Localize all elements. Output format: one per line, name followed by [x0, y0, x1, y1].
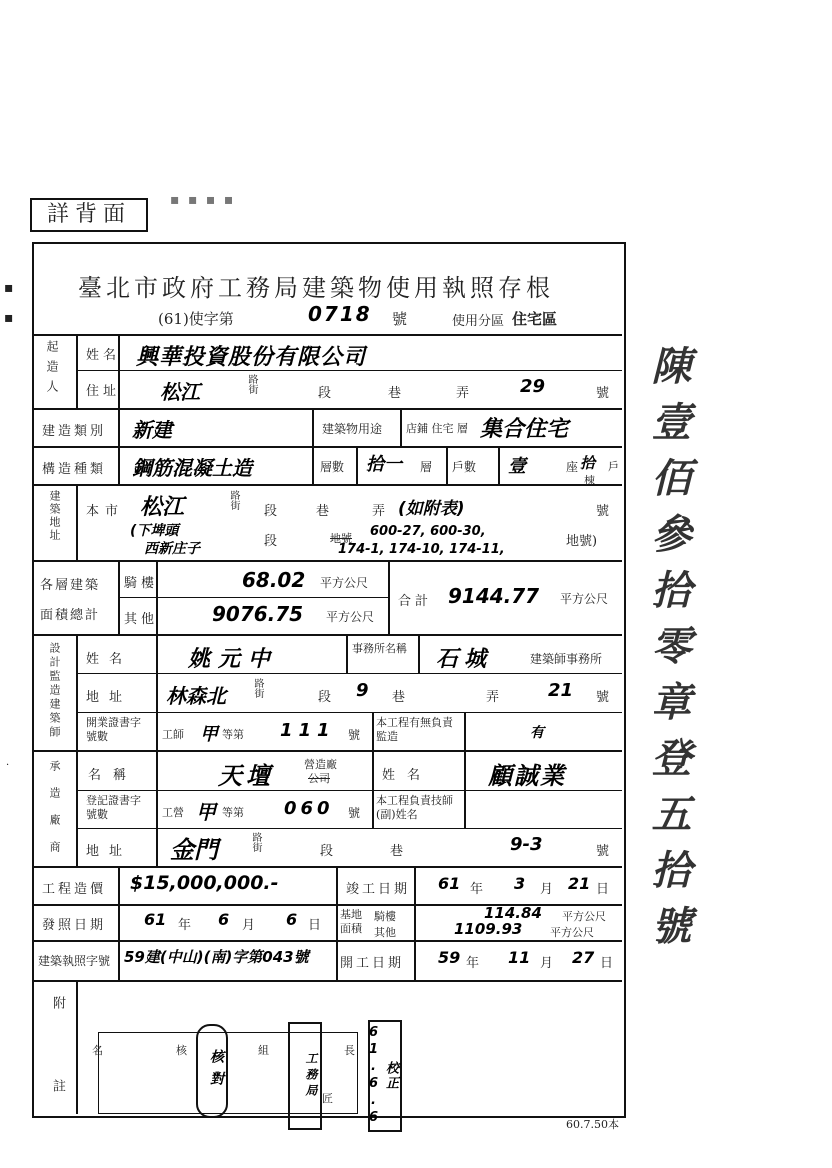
households-unit2: 戶 — [608, 460, 619, 473]
site-section2: 段 — [264, 534, 278, 549]
vrule-left-arch — [76, 634, 78, 866]
arcade-value: 68.02 — [242, 568, 306, 592]
households-unit1: 座 — [566, 460, 579, 474]
stamp-corrected: 校正 61.6.6 — [368, 1020, 402, 1132]
site-lots-line1: 600-27, 600-30, — [370, 524, 486, 539]
applicant-road: 松江 — [160, 380, 200, 404]
architect-name: 姚元中 — [188, 647, 279, 672]
vrule-hh2 — [498, 446, 500, 484]
site-city: 本市 — [86, 504, 125, 519]
base-arcade-label: 騎樓 — [374, 910, 396, 923]
rule-8 — [34, 866, 622, 868]
vrule-office — [346, 634, 348, 673]
contractor-rep-label: 姓名 — [382, 768, 433, 783]
sig-col5: 匠 — [322, 1092, 333, 1105]
contractor-reg-label: 登記證書字號數 — [86, 794, 141, 821]
vrule-hh — [446, 446, 448, 484]
contractor-tech-label: 本工程負責技師(副)姓名 — [376, 794, 453, 821]
architect-section: 段 — [318, 690, 332, 705]
architect-address-label: 地址 — [86, 690, 133, 705]
vrule-use — [312, 408, 314, 484]
architect-license-grade: 甲 — [200, 724, 218, 745]
applicant-alley: 弄 — [456, 386, 470, 401]
sig-col3: 組 — [258, 1044, 269, 1057]
contractor-road: 金門 — [170, 836, 218, 864]
contractor-section: 段 — [320, 844, 334, 859]
completion-year: 61 — [438, 874, 461, 893]
base-other-value: 1109.93 — [454, 920, 523, 938]
contractor-reg-prefix: 工營 — [162, 806, 184, 819]
applicant-address-label: 住址 — [86, 384, 121, 399]
rule-4 — [34, 484, 622, 486]
site-lots-struck: 地號 — [330, 532, 352, 545]
area-section-label1: 各層建築 — [40, 578, 101, 593]
arcade-label: 騎樓 — [124, 576, 159, 591]
architect-road: 林森北 — [166, 684, 226, 708]
scan-mark-3: · — [6, 760, 10, 771]
bleed-through-text: 陳壹佰參拾零章登五拾號 — [645, 345, 691, 961]
issue-label: 發照日期 — [42, 918, 107, 933]
sig-col1: 名 — [92, 1044, 103, 1057]
issue-day: 6 — [286, 910, 298, 929]
rule-1 — [34, 334, 622, 336]
start-day-unit: 日 — [600, 956, 614, 971]
applicant-section: 段 — [318, 386, 332, 401]
contractor-name-suffix2: 公司 — [308, 772, 330, 785]
architect-office-label: 事務所名稱 — [352, 642, 407, 655]
site-note: (如附表) — [398, 499, 465, 519]
structure-value: 鋼筋混凝土造 — [132, 456, 252, 480]
contractor-name-label: 名稱 — [88, 768, 139, 783]
issue-year: 61 — [144, 910, 167, 929]
architect-road-suffix: 路街 — [252, 678, 263, 698]
site-section: 段 — [264, 504, 278, 519]
form-title: 臺北市政府工務局建築物使用執照存根 — [78, 274, 554, 302]
contractor-no-value: 9-3 — [510, 834, 543, 855]
site-road-suffix: 路街 — [228, 490, 239, 510]
cost-label: 工程造價 — [42, 882, 107, 897]
applicant-name: 興華投資股份有限公司 — [136, 345, 367, 370]
site-section-label: 建築地址 — [48, 490, 61, 542]
cost-value: $15,000,000.- — [130, 872, 279, 894]
contractor-name: 天壇 — [218, 762, 274, 790]
rule-11 — [34, 980, 622, 982]
rule-10 — [34, 940, 622, 942]
stamp-works-bureau: 工務局 — [288, 1022, 322, 1130]
structure-label: 構造種類 — [42, 462, 107, 477]
total-value: 9144.77 — [448, 584, 540, 608]
vrule-use2 — [400, 408, 402, 446]
vrule-date — [336, 866, 338, 980]
start-year: 59 — [438, 948, 461, 967]
architect-license-suffix: 號 — [348, 728, 361, 742]
contractor-road-suffix: 路街 — [250, 832, 261, 852]
completion-month-unit: 月 — [540, 882, 554, 897]
architect-license-no: 111 — [280, 720, 336, 741]
type-value: 新建 — [132, 418, 172, 442]
site-alley: 弄 — [372, 504, 386, 519]
zone-value: 住宅區 — [512, 310, 558, 328]
permit-no: 0718 — [308, 302, 372, 326]
applicant-no: 號 — [596, 386, 610, 401]
other-value: 9076.75 — [212, 602, 304, 626]
start-month-unit: 月 — [540, 956, 554, 971]
site-lane: 巷 — [316, 504, 330, 519]
site-no: 號 — [596, 504, 610, 519]
start-month: 11 — [508, 948, 531, 967]
print-code: 60.7.50本 — [566, 1118, 619, 1131]
sig-col2: 核 — [176, 1044, 187, 1057]
type-label: 建造類別 — [42, 424, 107, 439]
site-road: 松江 — [140, 495, 185, 520]
scan-mark-2: ▪ — [4, 310, 14, 326]
rule-area-mid — [118, 597, 388, 598]
base-arcade-unit: 平方公尺 — [562, 910, 606, 923]
households-label: 戶數 — [452, 460, 477, 474]
use-label: 建築物用途 — [322, 422, 383, 436]
architect-lane: 巷 — [392, 690, 406, 705]
permit-no-prefix: (61)使字第 — [158, 310, 234, 328]
rule-7 — [34, 750, 622, 752]
notes-label: 附註 — [50, 996, 65, 1162]
vrule-cost — [118, 866, 120, 980]
contractor-section-label: 承造廠商 — [48, 760, 61, 868]
architect-license-mid: 等第 — [222, 728, 244, 741]
use-value: 集合住宅 — [480, 417, 569, 442]
site-lots-suffix: 地號) — [566, 534, 598, 549]
permit-label: 建築執照字號 — [38, 954, 111, 968]
completion-label: 竣工日期 — [346, 882, 411, 897]
architect-lane-value: 9 — [356, 680, 369, 701]
architect-no: 號 — [596, 690, 610, 705]
architect-office: 石城 — [436, 647, 493, 672]
scan-mark-1: ▪ — [4, 280, 14, 296]
start-label: 開工日期 — [340, 956, 405, 971]
site-area2: 西新庄子 — [144, 541, 200, 557]
stamp-check: 核對 — [196, 1024, 228, 1118]
rule-3 — [34, 446, 622, 448]
contractor-no: 號 — [596, 844, 610, 859]
rule-2 — [34, 408, 622, 410]
arcade-unit: 平方公尺 — [320, 576, 369, 590]
issue-year-unit: 年 — [178, 918, 192, 933]
base-label: 基地面積 — [340, 908, 362, 935]
issue-month: 6 — [218, 910, 230, 929]
form-frame — [32, 242, 626, 1118]
vrule-area-total — [388, 560, 390, 634]
contractor-reg-no: 060 — [284, 798, 334, 819]
vrule-date2 — [414, 866, 416, 980]
base-arcade-value: 114.84 — [484, 904, 542, 922]
architect-license-prefix: 工師 — [162, 728, 184, 741]
start-day: 27 — [572, 948, 595, 967]
contractor-reg-mid: 等第 — [222, 806, 244, 819]
base-other-unit: 平方公尺 — [550, 926, 594, 939]
applicant-section-label: 起造人 — [45, 340, 59, 400]
contractor-lane: 巷 — [390, 844, 404, 859]
site-lots-line2: 174-1, 174-10, 174-11, — [338, 542, 505, 557]
contractor-name-suffix: 營造廠 — [304, 758, 337, 771]
vrule-office2 — [418, 634, 420, 673]
applicant-road-suffix: 路街 — [246, 374, 257, 394]
vrule-left-site — [76, 484, 78, 560]
vrule-arch-label — [156, 634, 158, 866]
total-unit: 平方公尺 — [560, 592, 609, 606]
zone-label: 使用分區 — [452, 314, 505, 329]
completion-day-unit: 日 — [596, 882, 610, 897]
vrule-sup — [372, 712, 374, 750]
applicant-lane: 巷 — [388, 386, 402, 401]
use-small: 店鋪 住宅 層 — [406, 422, 468, 435]
start-year-unit: 年 — [466, 956, 480, 971]
floors-suffix: 層 — [420, 460, 433, 474]
architect-supervise-label: 本工程有無負責監造 — [376, 716, 453, 743]
area-section-label2: 面積總計 — [40, 608, 101, 623]
total-label: 合計 — [398, 594, 433, 609]
sig-col4: 長 — [344, 1044, 355, 1057]
vrule-floors — [356, 446, 358, 484]
permit-value: 59建(中山)(南)字第043號 — [124, 948, 309, 966]
architect-license-label: 開業證書字號數 — [86, 716, 141, 743]
applicant-no-value: 29 — [520, 376, 546, 397]
contractor-reg-grade: 甲 — [196, 800, 216, 824]
site-area1: (下埤頭 — [130, 523, 179, 539]
rule-5 — [34, 560, 622, 562]
architect-no-value: 21 — [548, 680, 574, 701]
other-unit: 平方公尺 — [326, 610, 375, 624]
vrule-sup2 — [464, 712, 466, 750]
completion-day: 21 — [568, 874, 591, 893]
contractor-rep: 顧誠業 — [488, 762, 566, 790]
contractor-reg-suffix: 號 — [348, 806, 361, 820]
architect-name-label: 姓名 — [86, 652, 133, 667]
issue-month-unit: 月 — [242, 918, 256, 933]
architect-alley: 弄 — [486, 690, 500, 705]
base-other-label: 其他 — [374, 926, 396, 939]
completion-month: 3 — [514, 874, 526, 893]
vrule-area-label — [118, 560, 120, 634]
permit-no-suffix: 號 — [392, 310, 408, 328]
issue-day-unit: 日 — [308, 918, 322, 933]
architect-supervise-value: 有 — [530, 725, 544, 741]
households-value2: 拾 — [580, 454, 596, 472]
contractor-address-label: 地址 — [86, 844, 133, 859]
back-side-label: 詳背面 — [30, 198, 148, 232]
vrule-type — [118, 408, 120, 484]
rule-6 — [34, 634, 622, 636]
households-value: 壹 — [508, 456, 526, 477]
vrule-notes — [76, 980, 78, 1114]
floors-value: 拾一 — [366, 454, 402, 475]
vrule-rep — [372, 750, 374, 828]
households-unit3: 棟 — [584, 474, 595, 487]
architect-section-label: 設計監造建築師 — [48, 642, 61, 740]
vrule-left-labels — [76, 334, 78, 408]
applicant-name-label: 姓名 — [86, 348, 121, 363]
floors-label: 層數 — [320, 460, 345, 474]
completion-year-unit: 年 — [470, 882, 484, 897]
other-label: 其他 — [124, 612, 159, 627]
faint-stamp: ▪ ▪ ▪ ▪ — [170, 192, 236, 208]
architect-office-suffix: 建築師事務所 — [530, 652, 603, 666]
